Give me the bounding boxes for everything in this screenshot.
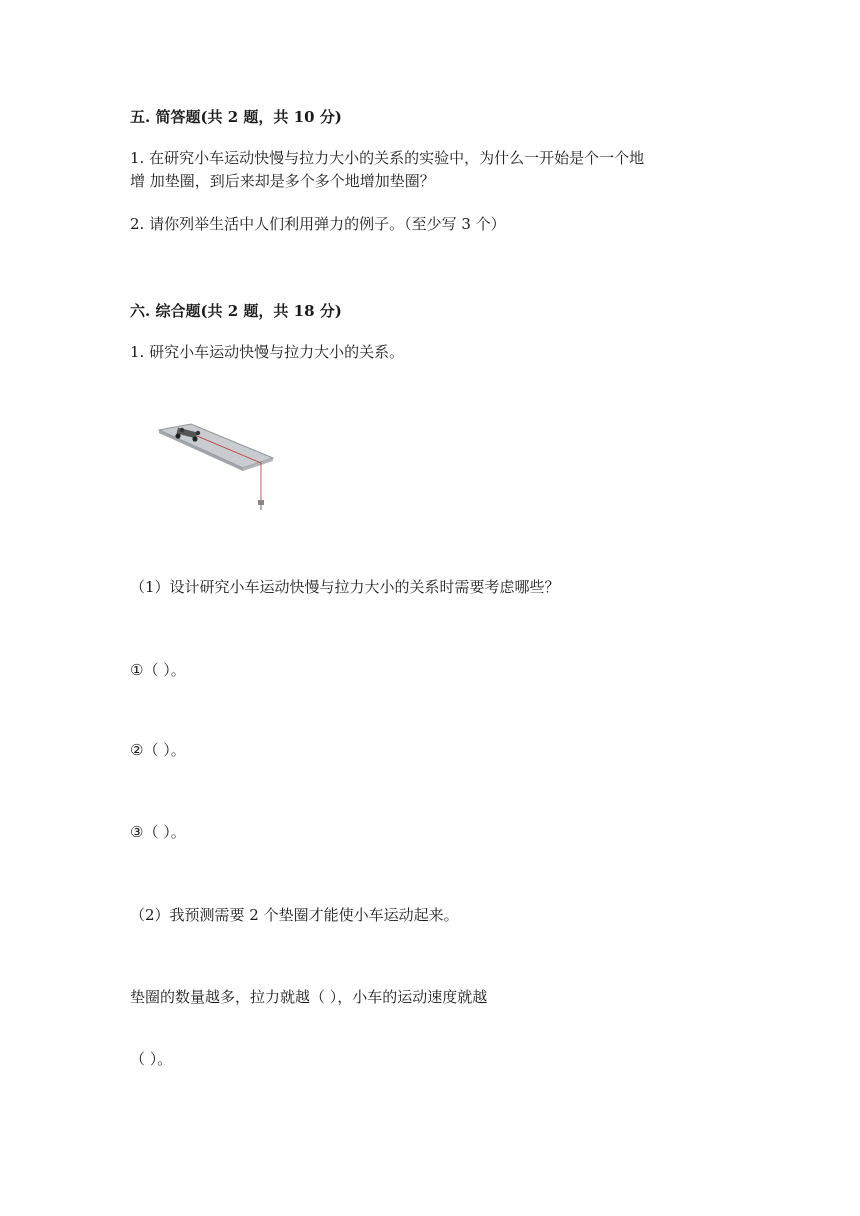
- question-5-2: 2. 请你列举生活中人们利用弹力的例子。（至少写 3 个）: [130, 215, 506, 233]
- blank-3: ③（ ）。: [130, 823, 186, 841]
- cart-experiment-figure: [155, 418, 280, 518]
- question-6-1: 1. 研究小车运动快慢与拉力大小的关系。: [130, 343, 405, 361]
- section-6-heading: 六. 综合题(共 2 题，共 18 分): [130, 302, 342, 320]
- board-shape: [159, 424, 273, 468]
- fill-sentence-line-1: 垫圈的数量越多，拉力就越（ ），小车的运动速度就越: [130, 988, 488, 1006]
- question-5-1-line-2: 增 加垫圈，到后来却是多个多个地增加垫圈？: [130, 172, 435, 190]
- sub-question-2: （2）我预测需要 2 个垫圈才能使小车运动起来。: [130, 906, 459, 924]
- sub-question-1: （1）设计研究小车运动快慢与拉力大小的关系时需要考虑哪些？: [130, 578, 560, 596]
- blank-1: ①（ ）。: [130, 661, 186, 679]
- fill-sentence-line-2: （ ）。: [130, 1050, 173, 1068]
- section-5-heading: 五. 简答题(共 2 题，共 10 分): [130, 108, 342, 126]
- washer-weight: [258, 500, 264, 505]
- blank-2: ②（ ）。: [130, 741, 186, 759]
- question-5-1-line-1: 1. 在研究小车运动快慢与拉力大小的关系的实验中，为什么一开始是个一个地: [130, 149, 645, 167]
